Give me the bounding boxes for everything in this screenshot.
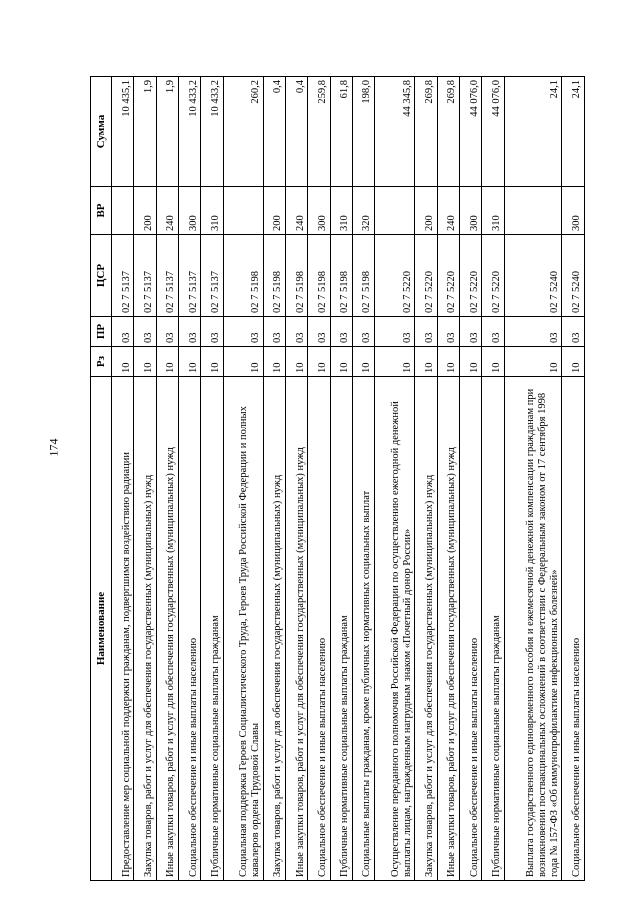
cell-pr: 03 [562,317,585,347]
table-row [308,77,330,881]
cell-rz: 10 [562,347,585,377]
cell-csr: 02 7 5198 [352,235,374,317]
cell-csr: 02 7 5137 [112,235,134,317]
cell-pr: 03 [437,317,459,347]
cell-pr: 03 [156,317,178,347]
header-name: Наименование [91,377,112,881]
cell-rz: 10 [285,347,307,377]
cell-csr: 02 7 5220 [375,235,415,317]
header-vr: ВР [91,187,112,235]
cell-csr: 02 7 5198 [308,235,330,317]
cell-rz: 10 [330,347,352,377]
table-body [112,77,585,881]
cell-vr: 320 [352,187,374,235]
cell-sum: 44 076,0 [459,77,481,187]
cell-vr [223,187,263,235]
cell-name: Социальная поддержка Героев Социалистического Труда, Героев Труда Российской Федерации и полных кавалеров ордена Трудовой Славы [223,377,263,881]
cell-pr: 03 [285,317,307,347]
cell-name: Иные закупки товаров, работ и услуг для обеспечения государственных (муниципальных) нужд [156,377,178,881]
cell-name: Публичные нормативные социальные выплаты гражданам [201,377,223,881]
cell-name: Закупка товаров, работ и услуг для обеспечения государственных (муниципальных) нужд [263,377,285,881]
cell-rz: 10 [201,347,223,377]
cell-csr: 02 7 5137 [178,235,200,317]
cell-csr: 02 7 5137 [156,235,178,317]
cell-name: Иные закупки товаров, работ и услуг для обеспечения государственных (муниципальных) нужд [285,377,307,881]
table-row [562,77,585,881]
cell-vr: 310 [482,187,504,235]
cell-name: Закупка товаров, работ и услуг для обеспечения государственных (муниципальных) нужд [134,377,156,881]
cell-csr: 02 7 5198 [330,235,352,317]
header-rz: Рз [91,347,112,377]
cell-sum: 10 433,2 [178,77,200,187]
cell-vr [375,187,415,235]
rotated-table-container [90,77,585,881]
table-row [134,77,156,881]
cell-rz: 10 [459,347,481,377]
cell-name: Публичные нормативные социальные выплаты гражданам [330,377,352,881]
cell-pr: 03 [263,317,285,347]
cell-rz: 10 [437,347,459,377]
cell-name: Иные закупки товаров, работ и услуг для обеспечения государственных (муниципальных) нужд [437,377,459,881]
cell-sum: 44 076,0 [482,77,504,187]
cell-rz: 10 [223,347,263,377]
cell-pr: 03 [482,317,504,347]
cell-vr [112,187,134,235]
cell-name: Социальное обеспечение и иные выплаты населению [459,377,481,881]
cell-csr: 02 7 5137 [134,235,156,317]
cell-rz: 10 [504,347,562,377]
table-row [482,77,504,881]
cell-csr: 02 7 5198 [263,235,285,317]
cell-rz: 10 [352,347,374,377]
cell-sum: 10 433,2 [201,77,223,187]
cell-sum: 260,2 [223,77,263,187]
cell-pr: 03 [201,317,223,347]
table-row [178,77,200,881]
cell-rz: 10 [112,347,134,377]
cell-vr: 240 [285,187,307,235]
cell-rz: 10 [482,347,504,377]
cell-sum: 259,8 [308,77,330,187]
cell-sum: 24,1 [504,77,562,187]
cell-rz: 10 [156,347,178,377]
cell-csr: 02 7 5198 [285,235,307,317]
cell-sum: 61,8 [330,77,352,187]
cell-pr: 03 [459,317,481,347]
cell-vr: 240 [156,187,178,235]
table-row [112,77,134,881]
cell-vr: 300 [459,187,481,235]
header-sum: Сумма [91,77,112,187]
table-row [352,77,374,881]
cell-vr: 240 [437,187,459,235]
cell-vr: 200 [263,187,285,235]
cell-name: Социальное обеспечение и иные выплаты населению [308,377,330,881]
cell-sum: 24,1 [562,77,585,187]
cell-rz: 10 [308,347,330,377]
cell-name: Социальные выплаты гражданам, кроме публичных нормативных социальных выплат [352,377,374,881]
cell-pr: 03 [330,317,352,347]
header-pr: ПР [91,317,112,347]
page-number: 174 [46,438,61,457]
cell-vr [504,187,562,235]
cell-pr: 03 [308,317,330,347]
cell-vr: 300 [562,187,585,235]
budget-table [90,76,585,881]
cell-pr: 03 [112,317,134,347]
cell-pr: 03 [134,317,156,347]
cell-rz: 10 [178,347,200,377]
header-csr: ЦСР [91,235,112,317]
table-row [459,77,481,881]
cell-csr: 02 7 5220 [482,235,504,317]
cell-sum: 1,9 [156,77,178,187]
cell-sum: 1,9 [134,77,156,187]
cell-vr: 310 [330,187,352,235]
table-row [330,77,352,881]
cell-pr: 03 [375,317,415,347]
cell-vr: 200 [134,187,156,235]
cell-vr: 200 [415,187,437,235]
cell-vr: 300 [308,187,330,235]
table-row [437,77,459,881]
cell-pr: 03 [178,317,200,347]
cell-name: Социальное обеспечение и иные выплаты населению [178,377,200,881]
cell-csr: 02 7 5240 [562,235,585,317]
cell-rz: 10 [415,347,437,377]
table-row [223,77,263,881]
cell-name: Выплата государственного единовременного пособия и ежемесячной денежной компенсации гражданам при возникновении поствакцинальных осложнений в соответствии с Федеральным законом от 17 сентября 1998 года № 157-ФЗ «Об иммунопрофилактике инфекционных болезней» [504,377,562,881]
cell-csr: 02 7 5220 [415,235,437,317]
cell-csr: 02 7 5220 [459,235,481,317]
cell-rz: 10 [375,347,415,377]
cell-pr: 03 [223,317,263,347]
cell-csr: 02 7 5220 [437,235,459,317]
cell-sum: 269,8 [415,77,437,187]
cell-name: Публичные нормативные социальные выплаты гражданам [482,377,504,881]
cell-rz: 10 [134,347,156,377]
cell-csr: 02 7 5198 [223,235,263,317]
cell-sum: 198,0 [352,77,374,187]
table-row [375,77,415,881]
cell-rz: 10 [263,347,285,377]
table-row [201,77,223,881]
table-row [263,77,285,881]
cell-pr: 03 [352,317,374,347]
cell-sum: 269,8 [437,77,459,187]
table-row [504,77,562,881]
cell-sum: 0,4 [263,77,285,187]
cell-pr: 03 [415,317,437,347]
cell-sum: 44 345,8 [375,77,415,187]
cell-sum: 10 435,1 [112,77,134,187]
cell-name: Социальное обеспечение и иные выплаты населению [562,377,585,881]
cell-pr: 03 [504,317,562,347]
cell-csr: 02 7 5137 [201,235,223,317]
cell-sum: 0,4 [285,77,307,187]
table-row [156,77,178,881]
table-header-row [91,77,112,881]
cell-name: Предоставление мер социальной поддержки гражданам, подвергшимся воздействию радиации [112,377,134,881]
cell-name: Закупка товаров, работ и услуг для обеспечения государственных (муниципальных) нужд [415,377,437,881]
table-row [285,77,307,881]
cell-vr: 300 [178,187,200,235]
cell-name: Осуществление переданного полномочия Российской Федерации по осуществлению ежегодной денежной выплаты лицам, награжденным нагрудным знаком «Почетный донор России» [375,377,415,881]
table-row [415,77,437,881]
cell-vr: 310 [201,187,223,235]
cell-csr: 02 7 5240 [504,235,562,317]
